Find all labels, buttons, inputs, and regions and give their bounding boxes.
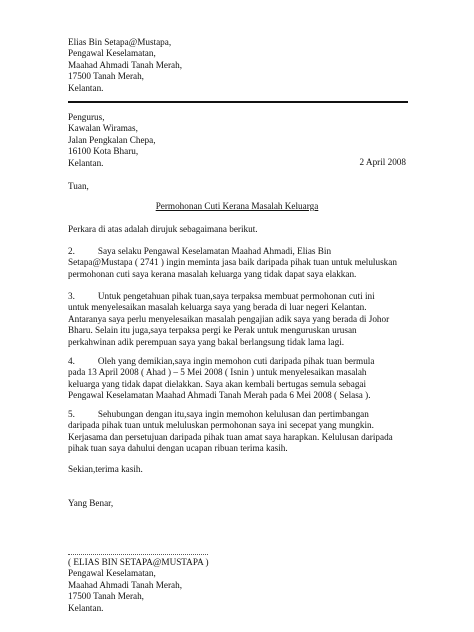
sender-line: Pengawal Keselamatan,	[68, 48, 156, 59]
paragraph-line: Pengawal Keselamatan Maahad Ahmadi Tanah Merah pada 6 Mei 2008 ( Selasa ).	[68, 390, 371, 401]
closing	[68, 464, 410, 475]
paragraph-line: daripada pihak tuan untuk meluluskan permohonan saya ini secepat yang mungkin.	[68, 420, 374, 431]
paragraph-line: 3. Untuk pengetahuan pihak tuan,saya terpaksa membuat permohonan cuti ini	[68, 291, 375, 301]
recipient-line: 16100 Kota Bharu,	[68, 146, 139, 157]
signature-line-text: Kelantan.	[68, 602, 104, 613]
signature-block	[68, 557, 410, 614]
paragraph-line: 4. Oleh yang demikian,saya ingin memohon cuti daripada pihak tuan bermula	[68, 356, 375, 366]
salutation	[68, 181, 410, 192]
sender-line: Maahad Ahmadi Tanah Merah,	[68, 59, 182, 70]
sender-line: Elias Bin Setapa@Mustapa,	[68, 37, 172, 47]
signature-line-text: Maahad Ahmadi Tanah Merah,	[68, 579, 182, 590]
paragraph-4	[68, 356, 410, 402]
paragraph-3	[68, 291, 410, 348]
recipient-line: Pengurus,	[68, 112, 105, 122]
paragraph-line: Setapa@Mustapa ( 2741 ) ingin meminta jasa baik daripada pihak tuan untuk meluluskan	[68, 257, 397, 268]
signature-line-text: ( ELIAS BIN SETAPA@MUSTAPA )	[68, 557, 209, 567]
sign-off	[68, 498, 410, 509]
paragraph-line: Antaranya saya perlu menyelesaikan masalah pengajian adik saya yang berada di Johor	[68, 313, 390, 324]
intro-paragraph	[68, 224, 410, 235]
paragraph-line: 5. Sehubungan dengan itu,saya ingin memohon kelulusan dan pertimbangan	[68, 409, 369, 419]
sender-address	[68, 37, 410, 94]
paragraph-line: untuk menyelesaikan masalah keluarga saya yang berada di luar negeri Kelantan.	[68, 302, 367, 313]
recipient-line: Jalan Pengkalan Chepa,	[68, 134, 156, 145]
paragraph-line: keluarga yang tidak dapat dielakkan. Saya akan kembali bertugas semula sebagai	[68, 378, 367, 389]
sender-line: 17500 Tanah Merah,	[68, 71, 144, 82]
paragraph-2	[68, 246, 410, 280]
paragraph-line: perkahwinan adik perempuan saya yang bakal berlangsung tidak lama lagi.	[68, 336, 345, 347]
recipient-line: Kawalan Wiramas,	[68, 123, 138, 134]
intro-text: Perkara di atas adalah dirujuk sebagaimana berikut.	[68, 224, 258, 234]
recipient-line: Kelantan.	[68, 157, 104, 168]
signature-line-text: Pengawal Keselamatan,	[68, 568, 156, 579]
subject-heading: Permohonan Cuti Kerana Masalah Keluarga	[155, 201, 319, 211]
paragraph-line: Bharu. Selain itu juga,saya terpaksa pergi ke Perak untuk menguruskan urusan	[68, 325, 357, 336]
paragraph-5	[68, 409, 410, 455]
sender-line: Kelantan.	[68, 82, 104, 93]
paragraph-line: permohonan cuti saya kerana masalah keluarga yang tidak dapat saya elakkan.	[68, 268, 357, 279]
header-divider	[68, 101, 408, 103]
salutation-text: Tuan,	[68, 181, 89, 191]
paragraph-line: pihak tuan saya dahului dengan ucapan ribuan terima kasih.	[68, 443, 288, 454]
paragraph-line: Kerjasama dan persetujuan daripada pihak tuan amat saya harapkan. Kelulusan daripada	[68, 431, 393, 442]
closing-text: Sekian,terima kasih.	[68, 464, 143, 474]
sign-off-text: Yang Benar,	[68, 498, 114, 508]
paragraph-line: 2. Saya selaku Pengawal Keselamatan Maahad Ahmadi, Elias Bin	[68, 246, 332, 256]
signature-line-text: 17500 Tanah Merah,	[68, 591, 144, 602]
letter-date: 2 April 2008	[359, 157, 406, 167]
signature-line	[68, 554, 208, 555]
paragraph-line: pada 13 April 2008 ( Ahad ) – 5 Mei 2008 ( Isnin ) untuk menyelesaikan masalah	[68, 367, 367, 378]
